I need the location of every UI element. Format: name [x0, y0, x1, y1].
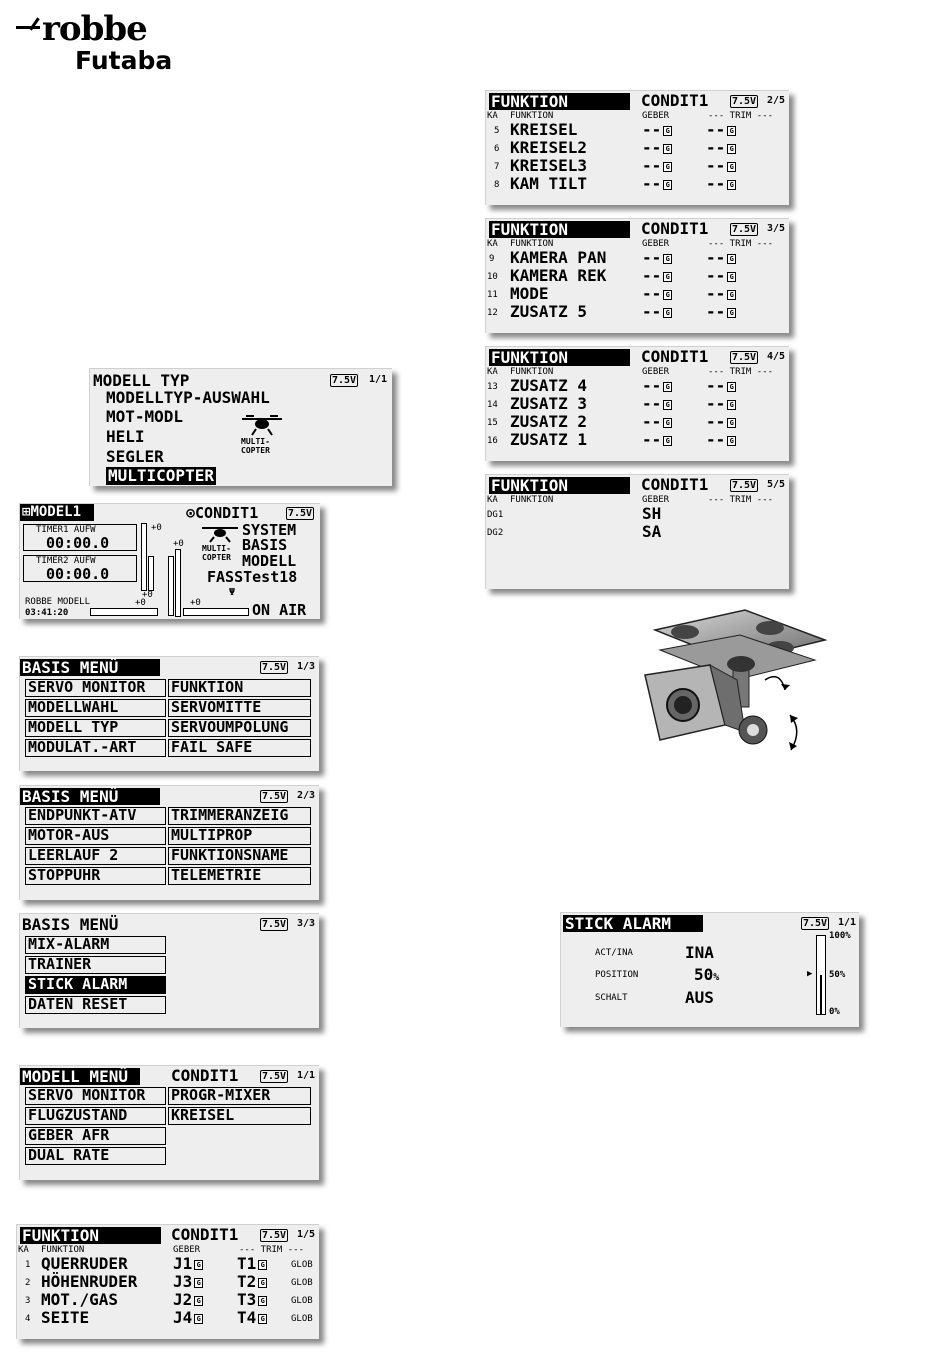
- menu-kreisel[interactable]: KREISEL: [168, 1107, 311, 1125]
- geber-value[interactable]: [173, 1309, 203, 1327]
- geber-value[interactable]: [173, 1291, 203, 1309]
- dash: --: [642, 284, 662, 303]
- modelltyp-item[interactable]: SEGLER: [106, 447, 164, 466]
- condition-text: CONDIT1: [195, 504, 259, 522]
- g-icon: G: [727, 400, 736, 410]
- geber-value[interactable]: [642, 121, 672, 139]
- function-name[interactable]: KAMERA PAN: [510, 248, 607, 267]
- model-name[interactable]: [20, 504, 94, 521]
- g-icon: G: [727, 254, 736, 264]
- menu-trimmeranzeig[interactable]: TRIMMERANZEIG: [168, 807, 311, 825]
- screen-home: [19, 503, 320, 619]
- channel-number: 6: [494, 144, 500, 154]
- menu-dual-rate[interactable]: DUAL RATE: [25, 1147, 166, 1165]
- g-icon: G: [727, 418, 736, 428]
- channel-number: 8: [494, 180, 500, 190]
- screen-funktion-1: [16, 1224, 319, 1339]
- g-icon: G: [194, 1260, 203, 1270]
- function-name[interactable]: ZUSATZ 2: [510, 412, 588, 431]
- modelltyp-item[interactable]: HELI: [106, 427, 145, 446]
- menu-modell-typ[interactable]: MODELL TYP: [25, 719, 166, 737]
- battery-indicator: 7.5V: [262, 1230, 287, 1241]
- channel-number: 16: [487, 436, 498, 446]
- geber-value[interactable]: [642, 285, 672, 303]
- basis-menu-title: BASIS MENÜ: [22, 915, 119, 934]
- channel-number: 10: [487, 272, 498, 282]
- g-icon: G: [663, 418, 672, 428]
- modelltyp-item-selected[interactable]: MULTICOPTER: [108, 466, 214, 485]
- dash: --: [706, 376, 726, 395]
- channel-number: 1: [25, 1260, 31, 1270]
- g-icon: G: [258, 1278, 267, 1288]
- basis-menu-title: BASIS MENÜ: [20, 788, 160, 805]
- dash: --: [642, 302, 662, 321]
- col-funktion: FUNKTION: [510, 495, 554, 505]
- trim-value[interactable]: [706, 303, 736, 321]
- menu-fail-safe[interactable]: FAIL SAFE: [168, 739, 311, 757]
- channel-number: 9: [489, 254, 495, 264]
- g-icon: G: [663, 272, 672, 282]
- model-icon: ⊞: [22, 504, 31, 520]
- function-name[interactable]: ZUSATZ 5: [510, 302, 588, 321]
- g-icon: G: [727, 308, 736, 318]
- position-value[interactable]: [694, 966, 719, 987]
- menu-servo-monitor[interactable]: SERVO MONITOR: [25, 1087, 166, 1105]
- function-name[interactable]: ZUSATZ 3: [510, 394, 588, 413]
- dash: --: [642, 248, 662, 267]
- battery-indicator: 7.5V: [732, 480, 757, 491]
- schalt-value[interactable]: AUS: [685, 988, 714, 1007]
- dash: --: [642, 266, 662, 285]
- g-icon: G: [663, 436, 672, 446]
- screen-modell-menu: [19, 1065, 319, 1180]
- page-indicator: 1/1: [838, 917, 857, 928]
- timer1-box[interactable]: [23, 524, 137, 551]
- trim-text: T4: [237, 1308, 257, 1327]
- multicopter-icon-label: MULTI- COPTER: [241, 437, 270, 455]
- menu-servo-monitor[interactable]: SERVO MONITOR: [25, 679, 166, 697]
- battery-indicator: 7.5V: [262, 662, 287, 673]
- trim-value: +0: [135, 598, 146, 608]
- col-ka: KA: [487, 111, 498, 121]
- dash: --: [642, 430, 662, 449]
- multicopter-icon-label: MULTI- COPTER: [202, 544, 231, 562]
- function-name[interactable]: QUERRUDER: [41, 1254, 128, 1273]
- col-funktion: FUNKTION: [41, 1245, 85, 1255]
- trim-value[interactable]: [706, 175, 736, 193]
- geber-value[interactable]: SH: [642, 504, 662, 523]
- trim-value[interactable]: [237, 1291, 267, 1309]
- g-icon: G: [663, 144, 672, 154]
- battery-indicator: 7.5V: [803, 918, 828, 929]
- trim-bar-mid: [148, 556, 154, 591]
- col-trim: --- TRIM ---: [708, 367, 774, 377]
- geber-value[interactable]: [642, 267, 672, 285]
- antenna-icon: Ψ: [229, 587, 236, 598]
- function-name[interactable]: KREISEL3: [510, 156, 588, 175]
- g-icon: G: [663, 382, 672, 392]
- trim-value[interactable]: [706, 267, 736, 285]
- screen-basis-menu-3: [19, 913, 319, 1028]
- screen-stick-alarm: [560, 912, 859, 1027]
- gauge-level: [820, 975, 822, 1014]
- dash: --: [706, 156, 726, 175]
- battery-indicator: 7.5V: [732, 352, 757, 363]
- page-indicator: 2/5: [767, 95, 786, 106]
- glob-label[interactable]: GLOB: [291, 1260, 313, 1270]
- geber-value[interactable]: [642, 157, 672, 175]
- screen-modell-typ: [89, 368, 392, 486]
- col-funktion: FUNKTION: [510, 239, 554, 249]
- trim-value: +0: [173, 539, 184, 549]
- trim-bar-bottom-left: [90, 608, 158, 616]
- geber-value[interactable]: [642, 413, 672, 431]
- modell-button[interactable]: MODELL: [242, 552, 297, 570]
- geber-value[interactable]: SA: [642, 522, 662, 541]
- trim-value: +0: [142, 590, 153, 600]
- col-geber: GEBER: [173, 1245, 201, 1255]
- logo-robbe: robbe: [42, 9, 147, 49]
- trim-value[interactable]: [706, 431, 736, 449]
- geber-text: J3: [173, 1272, 193, 1291]
- g-icon: G: [727, 144, 736, 154]
- timer1-value: 00:00.0: [46, 534, 110, 552]
- screen-basis-menu-1: [19, 656, 319, 771]
- condition-name: CONDIT1: [171, 1225, 239, 1244]
- col-trim: --- TRIM ---: [708, 495, 774, 505]
- g-icon: G: [258, 1296, 267, 1306]
- menu-motor-aus[interactable]: MOTOR-AUS: [25, 827, 166, 845]
- menu-servomitte[interactable]: SERVOMITTE: [168, 699, 311, 717]
- geber-value[interactable]: [173, 1273, 203, 1291]
- condition-name: CONDIT1: [641, 347, 709, 366]
- menu-daten-reset[interactable]: DATEN RESET: [25, 996, 166, 1014]
- logo-futaba: Futaba: [75, 46, 173, 75]
- page-indicator: 1/1: [297, 1070, 316, 1081]
- modell-menu-title: MODELL MENÜ: [20, 1068, 140, 1085]
- g-icon: G: [727, 436, 736, 446]
- menu-modellwahl[interactable]: MODELLWAHL: [25, 699, 166, 717]
- multicopter-icon: [240, 415, 284, 437]
- on-air-status: ON AIR: [252, 601, 307, 619]
- dash: --: [642, 138, 662, 157]
- page-indicator: 4/5: [767, 351, 786, 362]
- g-icon: G: [727, 382, 736, 392]
- menu-stick-alarm-selected[interactable]: STICK ALARM: [25, 976, 166, 994]
- dash: --: [706, 248, 726, 267]
- trim-value[interactable]: [706, 285, 736, 303]
- stick-alarm-title: STICK ALARM: [563, 915, 703, 932]
- page-indicator: 5/5: [767, 479, 786, 490]
- modelltyp-item[interactable]: MOT-MODL: [106, 407, 184, 426]
- dash: --: [706, 266, 726, 285]
- menu-flugzustand[interactable]: FLUGZUSTAND: [25, 1107, 166, 1125]
- model-name-large: FASSTest18: [207, 568, 298, 586]
- menu-servoumpolung[interactable]: SERVOUMPOLUNG: [168, 719, 311, 737]
- dash: --: [706, 284, 726, 303]
- screen-funktion-2: [485, 90, 789, 205]
- system-button[interactable]: SYSTEM: [242, 521, 297, 539]
- glob-label[interactable]: GLOB: [291, 1296, 313, 1306]
- act-ina-label: ACT/INA: [595, 948, 633, 958]
- col-ka: KA: [487, 367, 498, 377]
- robbe-modell-label: ROBBE MODELL: [25, 597, 91, 607]
- page-indicator: 3/5: [767, 223, 786, 234]
- channel-number: 7: [494, 162, 500, 172]
- geber-value[interactable]: [642, 303, 672, 321]
- position-label: POSITION: [595, 970, 639, 980]
- col-ka: KA: [487, 495, 498, 505]
- trim-value[interactable]: [706, 249, 736, 267]
- system-clock: 03:41:20: [25, 608, 69, 618]
- menu-funktionsname[interactable]: FUNKTIONSNAME: [168, 847, 311, 865]
- trim-bar-left: [141, 523, 147, 591]
- channel-number: 14: [487, 400, 498, 410]
- channel-number: 5: [494, 126, 500, 136]
- trim-value[interactable]: [706, 377, 736, 395]
- dash: --: [642, 412, 662, 431]
- battery-indicator: 7.5V: [732, 224, 757, 235]
- col-ka: KA: [487, 239, 498, 249]
- trim-value[interactable]: [237, 1309, 267, 1327]
- col-ka: KA: [18, 1245, 29, 1255]
- dash: --: [642, 394, 662, 413]
- battery-indicator: 7.5V: [288, 508, 313, 519]
- menu-multiprop[interactable]: MULTIPROP: [168, 827, 311, 845]
- trim-value[interactable]: [706, 157, 736, 175]
- dash: --: [706, 394, 726, 413]
- dash: --: [642, 156, 662, 175]
- act-ina-value[interactable]: INA: [685, 943, 714, 962]
- function-name[interactable]: KAM TILT: [510, 174, 588, 193]
- function-name[interactable]: KREISEL: [510, 120, 578, 139]
- function-name[interactable]: KAMERA REK: [510, 266, 607, 285]
- col-geber: GEBER: [642, 367, 670, 377]
- g-icon: G: [194, 1296, 203, 1306]
- g-icon: G: [727, 126, 736, 136]
- function-name[interactable]: ZUSATZ 1: [510, 430, 588, 449]
- trim-value: +0: [151, 523, 162, 533]
- g-icon: G: [194, 1314, 203, 1324]
- condition-name: ⊙CONDIT1: [186, 504, 259, 522]
- condition-name: CONDIT1: [171, 1066, 239, 1085]
- glob-label[interactable]: GLOB: [291, 1314, 313, 1324]
- geber-text: J4: [173, 1308, 193, 1327]
- g-icon: G: [663, 162, 672, 172]
- function-name[interactable]: SEITE: [41, 1308, 90, 1327]
- dash: --: [642, 174, 662, 193]
- dash: --: [642, 120, 662, 139]
- geber-value[interactable]: [642, 431, 672, 449]
- channel-number: 11: [487, 290, 498, 300]
- geber-value[interactable]: [642, 377, 672, 395]
- trim-value[interactable]: [706, 413, 736, 431]
- battery-indicator: 7.5V: [332, 375, 357, 386]
- timer2-box[interactable]: [23, 555, 137, 582]
- menu-geber-afr[interactable]: GEBER AFR: [25, 1127, 166, 1145]
- g-icon: G: [663, 126, 672, 136]
- multicopter-icon: [200, 524, 240, 544]
- scale-bot: 0%: [829, 1007, 840, 1017]
- geber-value[interactable]: [642, 175, 672, 193]
- trim-value[interactable]: [706, 139, 736, 157]
- trim-bar-mid2: [168, 556, 174, 616]
- g-icon: G: [258, 1260, 267, 1270]
- geber-value[interactable]: [642, 249, 672, 267]
- col-geber: GEBER: [642, 495, 670, 505]
- channel-number: DG1: [487, 510, 504, 520]
- channel-number: 12: [487, 308, 498, 318]
- trim-value: +0: [190, 598, 201, 608]
- trim-text: T2: [237, 1272, 257, 1291]
- g-icon: G: [663, 290, 672, 300]
- modell-typ-title: MODELL TYP: [93, 371, 190, 390]
- timer2-label: TIMER2 AUFW: [36, 556, 96, 566]
- scale-mid: 50%: [829, 970, 846, 980]
- function-name[interactable]: KREISEL2: [510, 138, 588, 157]
- channel-number: DG2: [487, 528, 504, 538]
- trim-value[interactable]: [237, 1255, 267, 1273]
- stick-position-gauge: [816, 935, 826, 1015]
- timer1-label: TIMER1 AUFW: [36, 525, 96, 535]
- col-trim: --- TRIM ---: [239, 1245, 305, 1255]
- geber-text: J2: [173, 1290, 193, 1309]
- battery-indicator: 7.5V: [262, 919, 287, 930]
- trim-value[interactable]: [706, 121, 736, 139]
- channel-number: 4: [25, 1314, 31, 1324]
- battery-indicator: 7.5V: [262, 791, 287, 802]
- position-unit: %: [713, 972, 720, 983]
- col-funktion: FUNKTION: [510, 111, 554, 121]
- schalt-label: SCHALT: [595, 993, 628, 1003]
- g-icon: G: [258, 1314, 267, 1324]
- function-name[interactable]: ZUSATZ 4: [510, 376, 588, 395]
- trim-text: T3: [237, 1290, 257, 1309]
- channel-number: 13: [487, 382, 498, 392]
- menu-progr-mixer[interactable]: PROGR-MIXER: [168, 1087, 311, 1105]
- geber-text: J1: [173, 1254, 193, 1273]
- screen-funktion-3: [485, 218, 789, 333]
- geber-value[interactable]: [173, 1255, 203, 1273]
- funktion-title: FUNKTION: [20, 1227, 161, 1244]
- funktion-title: FUNKTION: [489, 93, 630, 110]
- model-name-text: MODEL1: [30, 504, 82, 520]
- position-number: 50: [694, 965, 714, 984]
- funktion-title: FUNKTION: [489, 349, 630, 366]
- page-indicator: 1/3: [297, 661, 316, 672]
- battery-indicator: 7.5V: [732, 96, 757, 107]
- g-icon: G: [663, 180, 672, 190]
- col-funktion: FUNKTION: [510, 367, 554, 377]
- page-indicator: 3/3: [297, 918, 316, 929]
- function-name[interactable]: MOT./GAS: [41, 1290, 119, 1309]
- trim-bar-right: [175, 549, 181, 617]
- camera-gimbal-image: [615, 600, 840, 770]
- trim-text: T1: [237, 1254, 257, 1273]
- dash: --: [706, 120, 726, 139]
- function-name[interactable]: MODE: [510, 284, 549, 303]
- g-icon: G: [727, 290, 736, 300]
- g-icon: G: [663, 308, 672, 318]
- gauge-marker-icon: ▶: [807, 969, 813, 979]
- page-indicator: 1/5: [297, 1229, 316, 1240]
- g-icon: G: [727, 272, 736, 282]
- col-geber: GEBER: [642, 239, 670, 249]
- condition-name: CONDIT1: [641, 91, 709, 110]
- function-name[interactable]: HÖHENRUDER: [41, 1272, 138, 1291]
- col-geber: GEBER: [642, 111, 670, 121]
- menu-trainer[interactable]: TRAINER: [25, 956, 166, 974]
- page-indicator: 1/1: [369, 374, 388, 385]
- page-indicator: 2/3: [297, 790, 316, 801]
- g-icon: G: [194, 1278, 203, 1288]
- screen-funktion-4: [485, 346, 789, 461]
- basis-button[interactable]: BASIS: [242, 536, 288, 554]
- g-icon: G: [727, 162, 736, 172]
- timer2-value: 00:00.0: [46, 565, 110, 583]
- channel-number: 2: [25, 1278, 31, 1288]
- dash: --: [706, 412, 726, 431]
- menu-endpunkt-atv[interactable]: ENDPUNKT-ATV: [25, 807, 166, 825]
- col-trim: --- TRIM ---: [708, 239, 774, 249]
- g-icon: G: [727, 180, 736, 190]
- dash: --: [706, 138, 726, 157]
- col-trim: --- TRIM ---: [708, 111, 774, 121]
- screen-basis-menu-2: [19, 785, 319, 900]
- geber-value[interactable]: [642, 395, 672, 413]
- funktion-title: FUNKTION: [489, 477, 630, 494]
- battery-indicator: 7.5V: [262, 1071, 287, 1082]
- modelltyp-item[interactable]: MODELLTYP-AUSWAHL: [106, 388, 270, 407]
- dash: --: [706, 174, 726, 193]
- geber-value[interactable]: [642, 139, 672, 157]
- dash: --: [706, 302, 726, 321]
- condition-name: CONDIT1: [641, 475, 709, 494]
- g-icon: G: [663, 254, 672, 264]
- menu-stoppuhr[interactable]: STOPPUHR: [25, 867, 166, 885]
- menu-leerlauf-2[interactable]: LEERLAUF 2: [25, 847, 166, 865]
- channel-number: 15: [487, 418, 498, 428]
- basis-menu-title: BASIS MENÜ: [20, 659, 160, 676]
- trim-value[interactable]: [237, 1273, 267, 1291]
- glob-label[interactable]: GLOB: [291, 1278, 313, 1288]
- scale-top: 100%: [829, 931, 851, 941]
- condition-name: CONDIT1: [641, 219, 709, 238]
- menu-telemetrie[interactable]: TELEMETRIE: [168, 867, 311, 885]
- screen-funktion-5: [485, 474, 789, 589]
- menu-modulat-art[interactable]: MODULAT.-ART: [25, 739, 166, 757]
- menu-mix-alarm[interactable]: MIX-ALARM: [25, 936, 166, 954]
- trim-value[interactable]: [706, 395, 736, 413]
- dash: --: [642, 376, 662, 395]
- g-icon: G: [663, 400, 672, 410]
- channel-number: 3: [25, 1296, 31, 1306]
- trim-bar-bottom-right: [183, 608, 249, 616]
- menu-funktion[interactable]: FUNKTION: [168, 679, 311, 697]
- funktion-title: FUNKTION: [489, 221, 630, 238]
- dash: --: [706, 430, 726, 449]
